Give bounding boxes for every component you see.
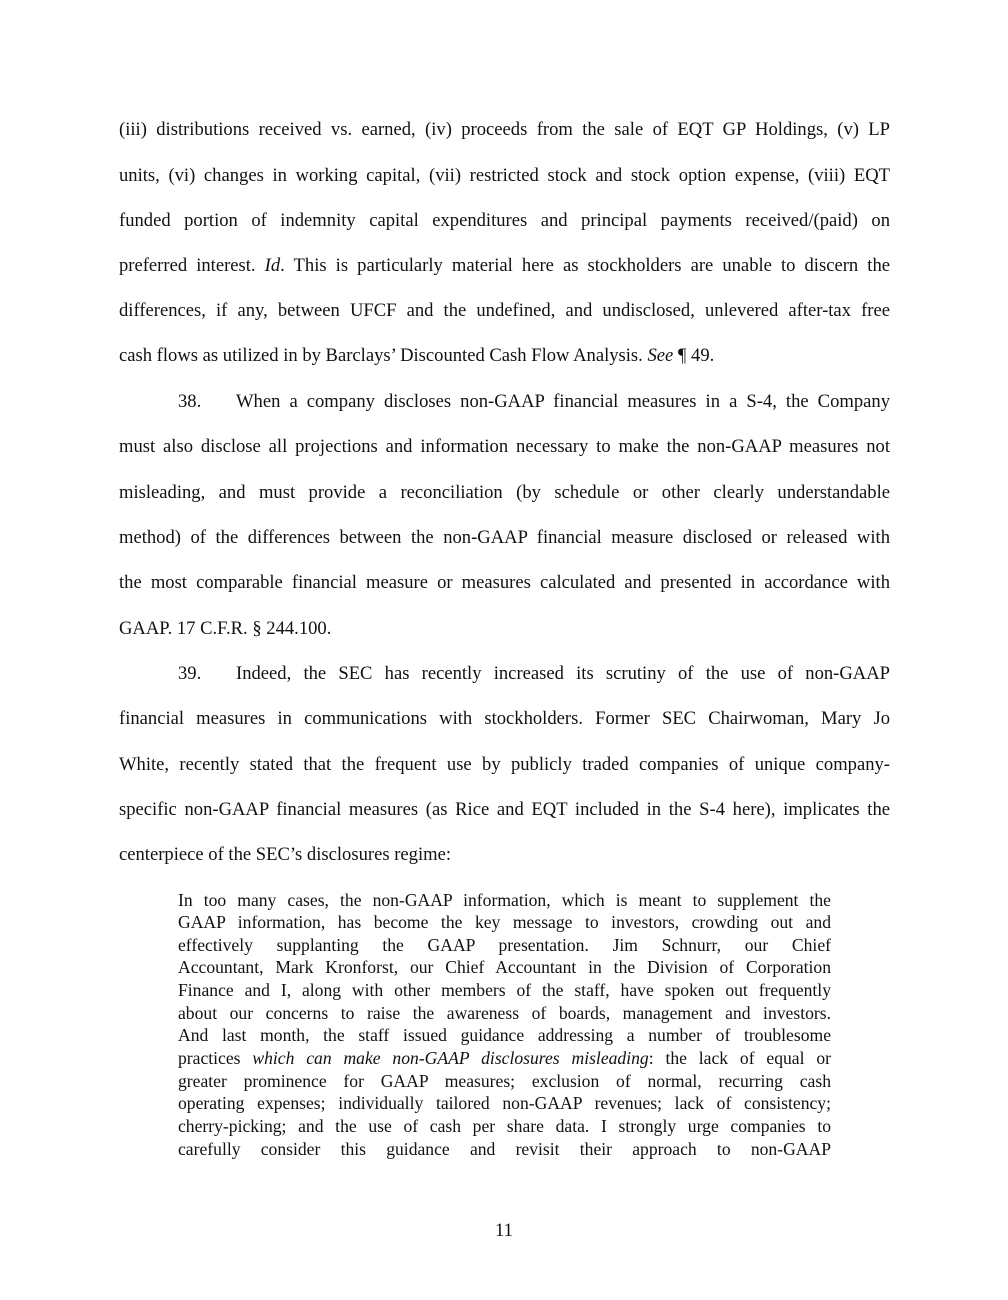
quote-emphasis: which can make non-GAAP disclosures misleading	[252, 1048, 649, 1068]
quote-line: effectively supplanting the GAAP presentation. Jim Schnurr, our Chief	[178, 935, 831, 955]
body-text-line: funded portion of indemnity capital expenditures and principal payments received/(paid) on	[119, 210, 890, 231]
body-text-line: method) of the differences between the non-GAAP financial measure disclosed or released with	[119, 527, 890, 548]
quote-line: And last month, the staff issued guidance addressing a number of troublesome	[178, 1025, 831, 1045]
quote-line: greater prominence for GAAP measures; exclusion of normal, recurring cash	[178, 1071, 831, 1091]
quote-line: carefully consider this guidance and revisit their approach to non-GAAP	[178, 1139, 831, 1159]
body-text-line: units, (vi) changes in working capital, (vii) restricted stock and stock option expense, (viii) EQT	[119, 165, 890, 186]
body-text-line: financial measures in communications with stockholders. Former SEC Chairwoman, Mary Jo	[119, 708, 890, 729]
citation-see: See	[647, 345, 674, 366]
body-text-line: (iii) distributions received vs. earned, (iv) proceeds from the sale of EQT GP Holdings, (v) LP	[119, 119, 890, 140]
body-text-line: the most comparable financial measure or measures calculated and presented in accordance with	[119, 572, 890, 593]
body-text-line: differences, if any, between UFCF and the undefined, and undisclosed, unlevered after-tax free	[119, 300, 890, 321]
body-text-line: misleading, and must provide a reconciliation (by schedule or other clearly understandable	[119, 482, 890, 503]
paragraph-number: 39.	[178, 663, 202, 684]
body-text-line: centerpiece of the SEC’s disclosures regime:	[119, 844, 451, 865]
paragraph-number: 38.	[178, 391, 202, 412]
quote-line: In too many cases, the non-GAAP information, which is meant to supplement the	[178, 890, 831, 910]
citation-id: Id	[264, 255, 281, 276]
paragraph-38-first-line: 38. When a company discloses non-GAAP financial measures in a S-4, the Company	[178, 391, 890, 412]
page-number: 11	[495, 1220, 513, 1241]
body-text-line: preferred interest. Id. This is particularly material here as stockholders are unable to discern the	[119, 255, 890, 276]
quote-line: about our concerns to raise the awareness of boards, management and investors.	[178, 1003, 831, 1023]
quote-line: GAAP information, has become the key message to investors, crowding out and	[178, 912, 831, 932]
quote-line: operating expenses; individually tailored non-GAAP revenues; lack of consistency;	[178, 1093, 831, 1113]
quote-line: Accountant, Mark Kronforst, our Chief Accountant in the Division of Corporation	[178, 957, 831, 977]
paragraph-39-first-line: 39. Indeed, the SEC has recently increased its scrutiny of the use of non-GAAP	[178, 663, 890, 684]
body-text-line: specific non-GAAP financial measures (as Rice and EQT included in the S-4 here), implicates the	[119, 799, 890, 820]
body-text-line: must also disclose all projections and information necessary to make the non-GAAP measures not	[119, 436, 890, 457]
quote-line: practices which can make non-GAAP disclosures misleading: the lack of equal or	[178, 1048, 832, 1068]
body-text-line: GAAP. 17 C.F.R. § 244.100.	[119, 618, 332, 639]
quote-line: Finance and I, along with other members of the staff, have spoken out frequently	[178, 980, 831, 1000]
body-text-line: cash flows as utilized in by Barclays’ Discounted Cash Flow Analysis. See ¶ 49.	[119, 345, 715, 366]
quote-line: cherry-picking; and the use of cash per share data. I strongly urge companies to	[178, 1116, 831, 1136]
body-text-line: White, recently stated that the frequent use by publicly traded companies of unique company-	[119, 754, 890, 775]
